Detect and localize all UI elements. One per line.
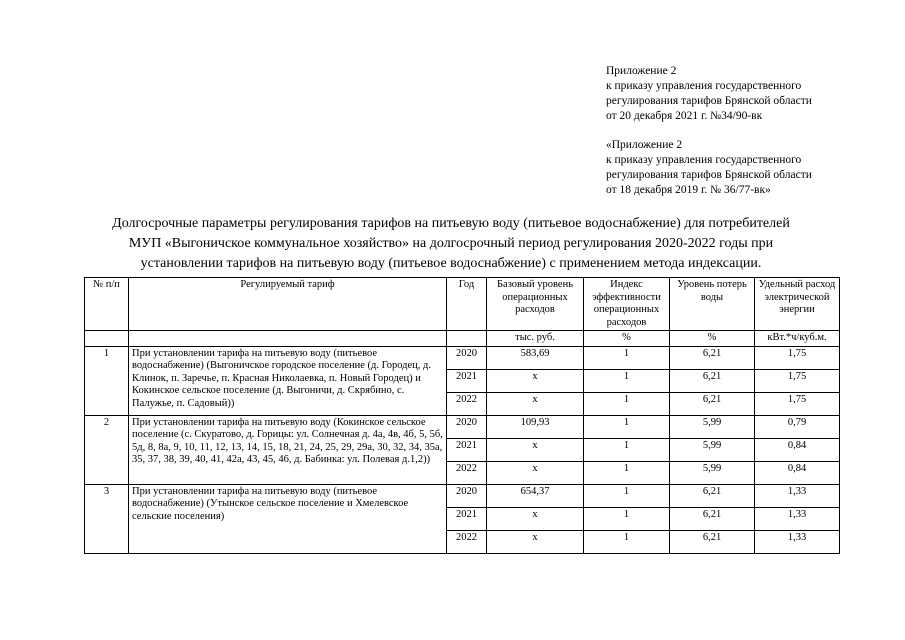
header-row xyxy=(85,278,840,331)
index-cell: 1 xyxy=(584,415,670,438)
year-cell: 2022 xyxy=(447,530,487,553)
unit-empty xyxy=(447,331,487,347)
header-water-loss: Уровень потерь воды xyxy=(670,278,755,331)
unit-loss: % xyxy=(670,331,755,347)
unit-empty xyxy=(129,331,447,347)
appendix-line: к приказу управления государственного xyxy=(606,154,802,166)
row-number: 1 xyxy=(85,346,129,415)
header-energy-consumption: Удельный расход электрической энергии xyxy=(755,278,840,331)
loss-cell: 6,21 xyxy=(670,392,755,415)
year-cell: 2021 xyxy=(447,438,487,461)
base-cell: х xyxy=(487,461,584,484)
unit-base: тыс. руб. xyxy=(487,331,584,347)
tariff-name: При установлении тарифа на питьевую воду (Кокинское сельское поселение (с. Скуратово, д. Горицы: ул. Солнечная д. 4а, 4в, 4б, 5, 5б, 5д, 8, 8а, 9, 10, 11, 12, 13, 14, 15, 18, 21, 24, 25, 29, 29а, 30, 32, 34, 35а, 35, 37, 38, 39, 40, 41, 42а, 43, 45, 46, д. Бабинка: ул. Полевая д.1,2)) xyxy=(129,415,447,484)
energy-cell: 1,75 xyxy=(755,392,840,415)
index-cell: 1 xyxy=(584,346,670,369)
year-cell: 2021 xyxy=(447,369,487,392)
loss-cell: 6,21 xyxy=(670,369,755,392)
year-cell: 2022 xyxy=(447,461,487,484)
energy-cell: 1,33 xyxy=(755,484,840,507)
energy-cell: 0,79 xyxy=(755,415,840,438)
unit-empty xyxy=(85,331,129,347)
units-row xyxy=(85,331,840,347)
appendix-line: «Приложение 2 xyxy=(606,139,683,151)
header-num: № п/п xyxy=(85,278,129,331)
appendix-line: регулирования тарифов Брянской области xyxy=(606,169,812,181)
base-cell: 109,93 xyxy=(487,415,584,438)
loss-cell: 5,99 xyxy=(670,438,755,461)
energy-cell: 0,84 xyxy=(755,438,840,461)
table-row xyxy=(85,415,840,438)
loss-cell: 6,21 xyxy=(670,484,755,507)
appendix-block-original xyxy=(606,138,812,198)
base-cell: 654,37 xyxy=(487,484,584,507)
document-title xyxy=(60,214,842,274)
title-line: Долгосрочные параметры регулирования тарифов на питьевую воду (питьевое водоснабжение) для потребителей xyxy=(112,216,790,231)
index-cell: 1 xyxy=(584,369,670,392)
appendix-block-current xyxy=(606,64,812,124)
base-cell: х xyxy=(487,438,584,461)
header-tariff: Регулируемый тариф xyxy=(129,278,447,331)
index-cell: 1 xyxy=(584,530,670,553)
year-cell: 2022 xyxy=(447,392,487,415)
tariff-name: При установлении тарифа на питьевую воду (питьевое водоснабжение) (Выгоничское городское поселение (д. Городец, д. Клинок, п. Заречье, п. Красная Николаевка, п. Новый Городец) и Кокинское сельское поселение (д. Выгоничи, д. Скрябино, с. Палужье, п. Садовый)) xyxy=(129,346,447,415)
loss-cell: 5,99 xyxy=(670,461,755,484)
year-cell: 2020 xyxy=(447,415,487,438)
index-cell: 1 xyxy=(584,484,670,507)
year-cell: 2020 xyxy=(447,484,487,507)
year-cell: 2021 xyxy=(447,507,487,530)
title-line: установлении тарифов на питьевую воду (питьевое водоснабжение) с применением метода индексации. xyxy=(140,256,762,271)
title-line: МУП «Выгоничское коммунальное хозяйство» на долгосрочный период регулирования 2020-2022 годы при xyxy=(128,236,774,251)
appendix-line: регулирования тарифов Брянской области xyxy=(606,95,812,107)
row-number: 2 xyxy=(85,415,129,484)
appendix-line: от 20 декабря 2021 г. №34/90-вк xyxy=(606,110,763,122)
appendix-line: к приказу управления государственного xyxy=(606,80,802,92)
index-cell: 1 xyxy=(584,438,670,461)
table-row xyxy=(85,346,840,369)
index-cell: 1 xyxy=(584,507,670,530)
loss-cell: 5,99 xyxy=(670,415,755,438)
loss-cell: 6,21 xyxy=(670,530,755,553)
base-cell: х xyxy=(487,507,584,530)
base-cell: х xyxy=(487,392,584,415)
appendix-line: от 18 декабря 2019 г. № 36/77-вк» xyxy=(606,184,771,196)
base-cell: х xyxy=(487,369,584,392)
energy-cell: 1,75 xyxy=(755,346,840,369)
index-cell: 1 xyxy=(584,461,670,484)
tariff-name: При установлении тарифа на питьевую воду (питьевое водоснабжение) (Утынское сельское поселение и Хмелевское сельские поселения) xyxy=(129,484,447,553)
header-efficiency-index: Индекс эффективности операционных расходов xyxy=(584,278,670,331)
base-cell: х xyxy=(487,530,584,553)
row-number: 3 xyxy=(85,484,129,553)
unit-index: % xyxy=(584,331,670,347)
unit-energy: кВт.*ч/куб.м. xyxy=(755,331,840,347)
table-row xyxy=(85,484,840,507)
loss-cell: 6,21 xyxy=(670,507,755,530)
energy-cell: 1,33 xyxy=(755,530,840,553)
energy-cell: 1,75 xyxy=(755,369,840,392)
loss-cell: 6,21 xyxy=(670,346,755,369)
energy-cell: 1,33 xyxy=(755,507,840,530)
tariff-parameters-table xyxy=(84,277,840,554)
year-cell: 2020 xyxy=(447,346,487,369)
base-cell: 583,69 xyxy=(487,346,584,369)
header-year: Год xyxy=(447,278,487,331)
index-cell: 1 xyxy=(584,392,670,415)
appendix-line: Приложение 2 xyxy=(606,65,677,77)
energy-cell: 0,84 xyxy=(755,461,840,484)
header-base-expenses: Базовый уровень операционных расходов xyxy=(487,278,584,331)
